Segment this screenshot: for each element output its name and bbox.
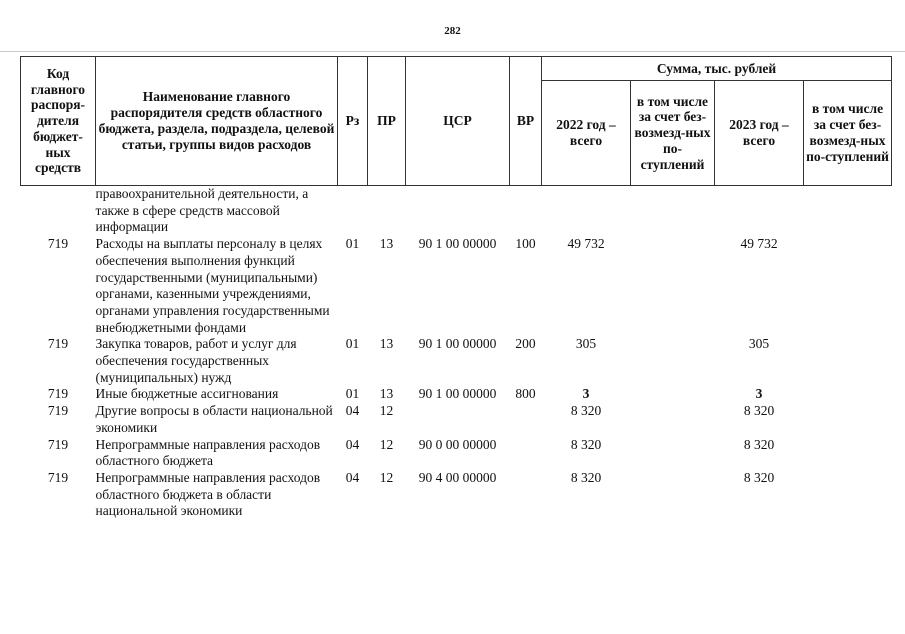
- cell-2022-total: 8 320: [570, 436, 602, 452]
- cell-csr: 90 0 00 00000: [418, 436, 497, 452]
- cell-pr: 12: [379, 469, 394, 485]
- cell-rz: 01: [345, 236, 360, 252]
- cell-2022-total: 305: [575, 336, 597, 352]
- header-sum-group: Сумма, тыс. рублей: [542, 57, 892, 81]
- cell-pr: 12: [379, 403, 394, 419]
- cell-2022-total: 3: [582, 386, 590, 402]
- header-vr: ВР: [510, 57, 542, 186]
- cell-vr: 100: [515, 236, 536, 252]
- cell-2023-total: 8 320: [743, 403, 775, 419]
- header-code: Код главного распоря-дителя бюджет-ных средств: [21, 57, 96, 186]
- cell-name: Иные бюджетные ассигнования: [95, 386, 279, 402]
- cell-rz: [338, 186, 368, 237]
- cell-2022-incl: [631, 470, 715, 520]
- cell-vr: [510, 186, 542, 237]
- cell-2023-total: 8 320: [743, 469, 775, 485]
- cell-csr: 90 4 00 00000: [418, 469, 497, 485]
- cell-rz: 01: [345, 386, 360, 402]
- budget-table: [20, 56, 892, 520]
- cell-rz: 04: [345, 469, 360, 485]
- cell-csr: [406, 403, 510, 436]
- cell-2023-total: 8 320: [743, 436, 775, 452]
- cell-pr: 13: [379, 236, 394, 252]
- cell-2023-incl: [804, 437, 892, 470]
- table-row: [21, 403, 892, 436]
- cell-name: Непрограммные направления расходов областного бюджета: [95, 436, 321, 469]
- header-csr: ЦСР: [406, 57, 510, 186]
- cell-2023-incl: [804, 386, 892, 403]
- cell-pr: 12: [379, 436, 394, 452]
- header-2023-incl: в том числе за счет без-возмезд-ных по-ступлений: [804, 81, 892, 186]
- cell-pr: 13: [379, 386, 394, 402]
- cell-2022-incl: [631, 336, 715, 386]
- cell-code: 719: [47, 469, 69, 485]
- cell-name: правоохранительной деятельности, а также в сфере средств массовой информации: [95, 186, 309, 235]
- table-row: [21, 386, 892, 403]
- header-pr: ПР: [368, 57, 406, 186]
- cell-name: Расходы на выплаты персоналу в целях обеспечения выполнения функций государственными (муниципальными) органами, казенными учреждениями, органами управления государственными внебюджетными фондами: [95, 236, 330, 335]
- cell-rz: 01: [345, 336, 360, 352]
- cell-code: 719: [47, 336, 69, 352]
- cell-2023-incl: [804, 236, 892, 336]
- cell-2023-incl: [804, 336, 892, 386]
- table-body: [21, 186, 892, 521]
- cell-code: 719: [47, 386, 69, 402]
- cell-pr: 13: [379, 336, 394, 352]
- cell-2022-incl: [631, 386, 715, 403]
- cell-2022-total: 8 320: [570, 403, 602, 419]
- cell-code: [21, 186, 96, 237]
- cell-2022-incl: [631, 437, 715, 470]
- cell-name: Закупка товаров, работ и услуг для обеспечения государственных (муниципальных) нужд: [95, 336, 297, 385]
- cell-2023-incl: [804, 403, 892, 436]
- table-header: [21, 57, 892, 186]
- cell-2023-incl: [804, 186, 892, 237]
- cell-2022-incl: [631, 403, 715, 436]
- cell-2022-total: 8 320: [570, 469, 602, 485]
- table-row: [21, 336, 892, 386]
- cell-2023-total: 49 732: [740, 236, 778, 252]
- header-2022-total: 2022 год – всего: [542, 81, 631, 186]
- table-row: [21, 186, 892, 237]
- top-rule: [0, 51, 905, 52]
- cell-csr: 90 1 00 00000: [418, 236, 497, 252]
- cell-vr: [510, 437, 542, 470]
- cell-2023-total: [715, 186, 804, 237]
- cell-csr: 90 1 00 00000: [418, 336, 497, 352]
- cell-2023-total: 3: [755, 386, 763, 402]
- cell-code: 719: [47, 403, 69, 419]
- cell-vr: [510, 470, 542, 520]
- header-rz: Рз: [338, 57, 368, 186]
- page-number: 282: [444, 25, 461, 37]
- cell-rz: 04: [345, 403, 360, 419]
- cell-2023-incl: [804, 470, 892, 520]
- cell-csr: [406, 186, 510, 237]
- cell-vr: 200: [515, 336, 536, 352]
- cell-2022-incl: [631, 186, 715, 237]
- cell-2022-incl: [631, 236, 715, 336]
- cell-code: 719: [47, 236, 69, 252]
- cell-csr: 90 1 00 00000: [418, 386, 497, 402]
- header-row-top: [21, 57, 892, 81]
- cell-name: Непрограммные направления расходов областного бюджета в области национальной экономики: [95, 469, 321, 519]
- header-2022-incl: в том числе за счет без-возмезд-ных по-ступлений: [631, 81, 715, 186]
- table-row: [21, 470, 892, 520]
- header-2023-total: 2023 год – всего: [715, 81, 804, 186]
- cell-vr: 800: [515, 386, 536, 402]
- table-row: [21, 236, 892, 336]
- cell-2023-total: 305: [748, 336, 770, 352]
- cell-2022-total: 49 732: [567, 236, 605, 252]
- cell-pr: [368, 186, 406, 237]
- cell-vr: [510, 403, 542, 436]
- cell-rz: 04: [345, 436, 360, 452]
- cell-name: Другие вопросы в области национальной экономики: [95, 403, 333, 435]
- cell-code: 719: [47, 436, 69, 452]
- cell-2022-total: [542, 186, 631, 237]
- table-row: [21, 437, 892, 470]
- header-name: Наименование главного распорядителя средств областного бюджета, раздела, подраздела, целевой статьи, группы видов расходов: [96, 57, 338, 186]
